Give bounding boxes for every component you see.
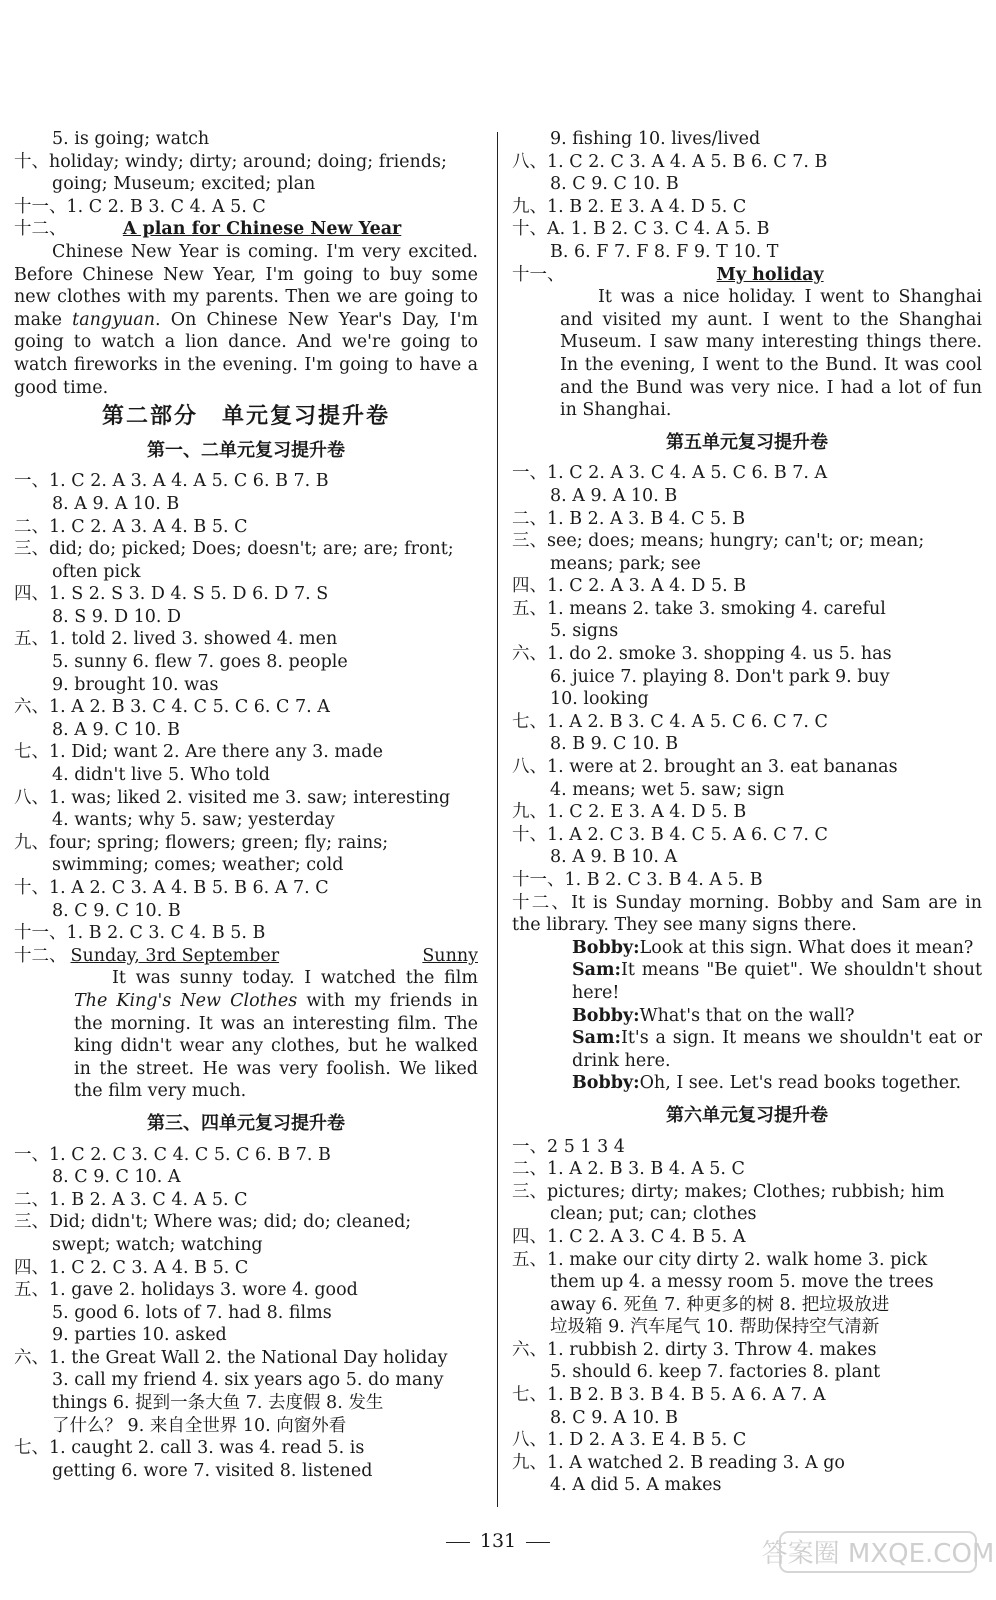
answer-line: 六、1. the Great Wall 2. the National Day holiday: [14, 1347, 448, 1368]
dialog-intro-text: It is Sunday morning. Bobby and Sam are in the library. They see many signs there.: [512, 892, 983, 936]
answer-line: 六、1. rubbish 2. dirty 3. Throw 4. makes: [512, 1339, 877, 1360]
answer-line: 8. A 9. A 10. B: [550, 485, 678, 506]
answer-line: 十、1. A 2. C 3. B 4. C 5. A 6. C 7. C: [512, 824, 828, 845]
answer-line: 三、did; do; picked; Does; doesn't; are; are; front;: [14, 539, 454, 560]
answer-line: swimming; comes; weather; cold: [52, 855, 344, 876]
answer-line: 四、1. C 2. A 3. C 4. B 5. A: [512, 1226, 746, 1247]
dialog-text: What's that on the wall?: [639, 1005, 855, 1026]
dialog-text: It means "Be quiet". We shouldn't shout here!: [572, 960, 982, 1003]
right-answers-top: [512, 128, 982, 264]
left-answers-top: [14, 128, 478, 218]
answer-line: 5. should 6. keep 7. factories 8. plant: [550, 1362, 881, 1383]
answer-line: 十、A. 1. B 2. C 3. C 4. A 5. B: [512, 219, 770, 240]
answer-line: 九、1. B 2. E 3. A 4. D 5. C: [512, 196, 747, 217]
answer-line: 三、Did; didn't; Where was; did; do; cleaned;: [14, 1212, 412, 1233]
answer-line: 七、1. B 2. B 3. B 4. B 5. A 6. A 7. A: [512, 1385, 826, 1406]
watermark-logo: [761, 1530, 995, 1592]
answer-line: 七、1. Did; want 2. Are there any 3. made: [14, 742, 383, 763]
section-title-unit-6: 第六单元复习提升卷: [666, 1104, 828, 1126]
answer-line: 4. didn't live 5. Who told: [52, 765, 270, 786]
column-divider: [497, 132, 498, 1507]
right-column: [512, 128, 982, 1497]
answer-line: things 6. 捉到一条大鱼 7. 去度假 8. 发生: [52, 1393, 384, 1414]
answer-line: getting 6. wore 7. visited 8. listened: [52, 1460, 373, 1481]
dialog: [512, 937, 982, 1095]
answer-line: 8. A 9. C 10. B: [52, 719, 180, 740]
answer-line: 十一、1. B 2. C 3. B 4. A 5. B: [512, 870, 763, 890]
holiday-label: 十一、: [512, 264, 565, 285]
answer-line: 8. C 9. C 10. B: [550, 174, 679, 195]
answer-line: 4. means; wet 5. saw; sign: [550, 779, 785, 800]
answer-line: 8. C 9. A 10. B: [550, 1407, 678, 1428]
answer-line: 九、1. C 2. E 3. A 4. D 5. B: [512, 802, 747, 823]
answer-line: 五、1. means 2. take 3. smoking 4. careful: [512, 598, 886, 619]
answer-line: 七、1. caught 2. call 3. was 4. read 5. is: [14, 1438, 365, 1459]
answer-line: 二、1. B 2. A 3. C 4. A 5. C: [14, 1189, 248, 1210]
answer-line: 4. A did 5. A makes: [550, 1475, 722, 1496]
dialog-speaker: Sam:: [572, 960, 621, 981]
answer-line: 8. S 9. D 10. D: [52, 606, 182, 627]
answer-line: 8. A 9. B 10. A: [550, 847, 678, 868]
answer-line: 五、1. told 2. lived 3. showed 4. men: [14, 629, 338, 650]
answer-line: 6. juice 7. playing 8. Don't park 9. buy: [550, 666, 890, 687]
answer-line: 了什么？ 9. 来自全世界 10. 向窗外看: [52, 1415, 347, 1436]
answer-line: 一、1. C 2. C 3. C 4. C 5. C 6. B 7. B: [14, 1144, 331, 1165]
answer-line: 一、1. C 2. A 3. C 4. A 5. C 6. B 7. A: [512, 463, 828, 484]
answer-line: 八、1. D 2. A 3. E 4. B 5. C: [512, 1430, 747, 1451]
watermark-text: 答案圈 MXQE.COM: [761, 1539, 995, 1569]
section-title-units-1-2: 第一、二单元复习提升卷: [147, 439, 345, 461]
answer-line: 十、holiday; windy; dirty; around; doing; friends;: [14, 151, 447, 172]
answer-line: 9. brought 10. was: [52, 674, 219, 695]
answer-line: 垃圾箱 9. 汽车尾气 10. 帮助保持空气清新: [550, 1317, 880, 1338]
footer-dash-left: [446, 1542, 470, 1543]
diary-text: It was sunny today. I watched the film The King's New Clothes with my friends in the morning. It was an interesting film. The king didn't wear any clothes, but he walked in the street. He was very foolish. We liked the film very much.: [74, 968, 478, 1102]
answer-line: 5. signs: [550, 621, 619, 642]
answer-line: 五、1. make our city dirty 2. walk home 3. pick: [512, 1249, 928, 1270]
answer-line: 8. B 9. C 10. B: [550, 734, 679, 755]
answer-line: 三、see; does; means; hungry; can't; or; mean;: [512, 531, 925, 552]
essay-text: Chinese New Year is coming. I'm very excited. Before Chinese New Year, I'm going to buy some new clothes with my parents. Then we are going to make tangyuan. On Chinese New Year's Day, I'm going to watch a lion dance. And we're going to watch fireworks in the evening. I'm going to have a good time.: [14, 241, 478, 398]
holiday-text: It was a nice holiday. I went to Shanghai and visited my aunt. I went to the Shanghai Museum. I saw many interesting things there. In the evening, I went to the Bund. It was cool and the Bund was very nice. I had a lot of fun in Shanghai.: [560, 287, 982, 421]
diary-header: [14, 945, 478, 968]
part-title: 第二部分 单元复习提升卷: [101, 403, 390, 430]
answer-line: 十、1. A 2. C 3. A 4. B 5. B 6. A 7. C: [14, 878, 329, 898]
answer-line: clean; put; can; clothes: [550, 1204, 757, 1225]
answer-line: often pick: [52, 561, 141, 582]
dialog-text: Oh, I see. Let's read books together.: [639, 1073, 962, 1094]
answer-line: 8. A 9. A 10. B: [52, 493, 180, 514]
answer-line: B. 6. F 7. F 8. F 9. T 10. T: [550, 241, 779, 262]
dialog-line: [512, 959, 982, 1004]
answer-line: 十一、1. C 2. B 3. C 4. A 5. C: [14, 196, 266, 217]
answer-line: 六、1. A 2. B 3. C 4. C 5. C 6. C 7. A: [14, 697, 330, 718]
answer-line: 二、1. C 2. A 3. A 4. B 5. C: [14, 516, 248, 537]
answer-line: 5. is going; watch: [52, 129, 210, 149]
units-3-4-answers: [14, 1144, 478, 1483]
answer-line: 5. good 6. lots of 7. had 8. films: [52, 1302, 332, 1323]
answer-line: 十一、1. B 2. C 3. C 4. B 5. B: [14, 923, 266, 944]
answer-line: 四、1. S 2. S 3. D 4. S 5. D 6. D 7. S: [14, 584, 329, 605]
answer-line: 八、1. were at 2. brought an 3. eat bananas: [512, 757, 898, 778]
dialog-line: [512, 1005, 982, 1028]
section-title-unit-5: 第五单元复习提升卷: [666, 431, 828, 453]
answer-line: 一、2 5 1 3 4: [512, 1136, 625, 1157]
answer-line: 三、pictures; dirty; makes; Clothes; rubbish; him: [512, 1181, 945, 1202]
unit-6-answers: [512, 1136, 982, 1498]
essay-title: A plan for Chinese New Year: [122, 219, 402, 240]
answer-line: 5. sunny 6. flew 7. goes 8. people: [52, 652, 348, 673]
dialog-line: [512, 937, 982, 960]
answer-line: 四、1. C 2. A 3. A 4. D 5. B: [512, 576, 747, 597]
diary-date: Sunday, 3rd September: [70, 945, 280, 966]
answer-line: 9. fishing 10. lives/lived: [550, 129, 761, 149]
essay-title-line: [14, 218, 478, 241]
holiday-title: My holiday: [716, 264, 824, 285]
answer-line: 五、1. gave 2. holidays 3. wore 4. good: [14, 1280, 358, 1301]
footer-dash-right: [526, 1542, 550, 1543]
answer-line: 九、four; spring; flowers; green; fly; rains;: [14, 832, 389, 853]
dialog-label: 十二、: [512, 892, 572, 913]
dialog-line: [512, 1072, 982, 1095]
dialog-intro: [512, 892, 982, 937]
page-number: 131: [479, 1530, 517, 1552]
answer-line: 9. parties 10. asked: [52, 1325, 227, 1346]
answer-line: 8. C 9. C 10. B: [52, 900, 181, 921]
holiday-title-line: [512, 264, 982, 287]
answer-line: 四、1. C 2. C 3. A 4. B 5. C: [14, 1257, 249, 1278]
dialog-speaker: Bobby:: [572, 1005, 640, 1026]
answer-line: them up 4. a messy room 5. move the trees: [550, 1272, 934, 1293]
answer-line: 二、1. A 2. B 3. B 4. A 5. C: [512, 1159, 745, 1180]
answer-line: away 6. 死鱼 7. 种更多的树 8. 把垃圾放进: [550, 1294, 890, 1315]
answer-line: means; park; see: [550, 553, 701, 574]
answer-line: 六、1. do 2. smoke 3. shopping 4. us 5. has: [512, 644, 892, 665]
section-title-units-3-4: 第三、四单元复习提升卷: [147, 1112, 345, 1134]
answer-line: 10. looking: [550, 689, 649, 710]
dialog-text: Look at this sign. What does it mean?: [639, 937, 974, 958]
dialog-text: It's a sign. It means we shouldn't eat or drink here.: [572, 1028, 982, 1071]
diary-weather: Sunny: [422, 945, 478, 966]
answer-line: 九、1. A watched 2. B reading 3. A go: [512, 1452, 845, 1473]
answer-line: 一、1. C 2. A 3. A 4. A 5. C 6. B 7. B: [14, 471, 329, 492]
essay-label: 十二、: [14, 219, 67, 240]
answer-line: 八、1. C 2. C 3. A 4. A 5. B 6. C 7. B: [512, 151, 828, 172]
dialog-speaker: Bobby:: [572, 1073, 640, 1094]
answer-line: 8. C 9. C 10. A: [52, 1167, 181, 1188]
answer-line: going; Museum; excited; plan: [52, 174, 316, 195]
answer-line: swept; watch; watching: [52, 1234, 263, 1255]
answer-line: 4. wants; why 5. saw; yesterday: [52, 810, 335, 831]
dialog-speaker: Bobby:: [572, 937, 640, 958]
answer-line: 八、1. was; liked 2. visited me 3. saw; interesting: [14, 787, 451, 808]
diary-label: 十二、: [14, 945, 67, 966]
unit-5-answers: [512, 462, 982, 891]
dialog-speaker: Sam:: [572, 1028, 621, 1049]
units-1-2-answers: [14, 470, 478, 944]
answer-line: 3. call my friend 4. six years ago 5. do many: [52, 1370, 444, 1391]
left-column: [14, 128, 478, 1482]
answer-line: 七、1. A 2. B 3. C 4. A 5. C 6. C 7. C: [512, 711, 828, 732]
dialog-line: [512, 1027, 982, 1072]
answer-line: 二、1. B 2. A 3. B 4. C 5. B: [512, 508, 746, 529]
